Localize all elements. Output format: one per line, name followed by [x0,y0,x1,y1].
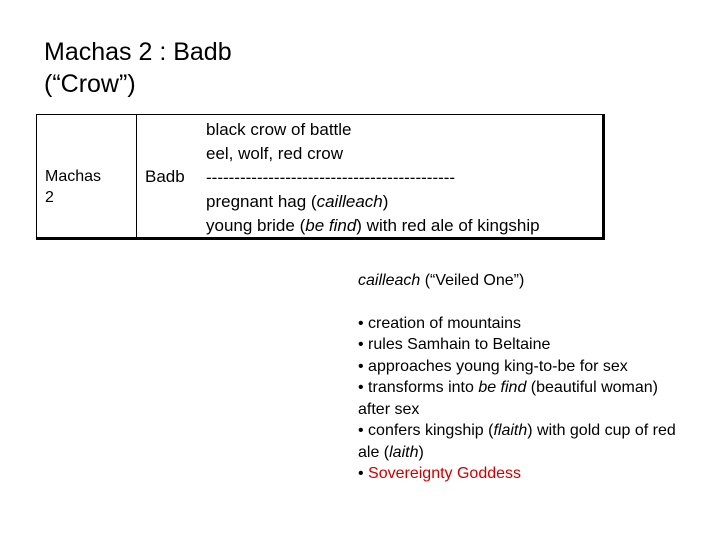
note-heading-italic: cailleach [358,272,421,289]
page-title [44,36,444,100]
note-bullet-3: • approaches young king-to-be for sex [358,357,628,375]
desc-line-5-a: young bride ( [206,216,306,235]
note-bullet-4-a: • transforms into [358,379,479,396]
note-heading-rest: (“Veiled One”) [420,272,525,289]
cell-name-line-2: 2 [45,189,54,206]
desc-line-5-italic: be find [305,216,357,235]
note-bullet-5-c: ) with gold cup of red ale ( [358,422,676,461]
desc-line-4-c: ) [382,192,389,211]
cailleach-note [358,270,678,485]
note-bullet-5-a: • confers kingship ( [358,422,494,439]
table-cell-badb: Badb [145,167,185,186]
table-cell-name [37,115,137,237]
desc-separator: -------------------------------------------- [206,168,456,187]
desc-line-5-c: ) with red ale of kingship [356,216,540,235]
table-cell-description [206,118,598,238]
note-heading [358,270,678,292]
note-bullet-4-c: (beautiful woman) after sex [358,379,658,418]
note-bullet-5 [358,420,678,463]
desc-line-2: eel, wolf, red crow [206,144,343,163]
title-line-1: Machas 2 : Badb [44,38,232,66]
cell-name-line-1: Machas [45,168,102,185]
info-table [36,114,605,240]
note-bullet-5-italic-1: flaith [493,422,528,439]
note-bullet-5-e: ) [418,443,424,461]
title-line-2: (“Crow”) [44,70,136,98]
desc-line-4 [206,190,598,214]
note-bullet-6 [358,463,678,485]
desc-line-4-a: pregnant hag ( [206,192,317,211]
desc-line-4-italic: cailleach [316,192,383,211]
note-bullet-1: • creation of mountains [358,314,522,332]
note-bullet-6-a: • [358,465,369,482]
note-bullet-4-italic: be find [478,379,527,396]
note-bullet-5-italic-2: laith [389,443,419,461]
sovereignty-goddess-label: Sovereignty Goddess [368,465,522,482]
note-bullet-4 [358,377,678,420]
note-bullet-2: • rules Samhain to Beltaine [358,336,551,353]
cell-name-text [45,166,101,208]
desc-line-1: black crow of battle [206,120,352,139]
desc-line-5 [206,214,598,238]
